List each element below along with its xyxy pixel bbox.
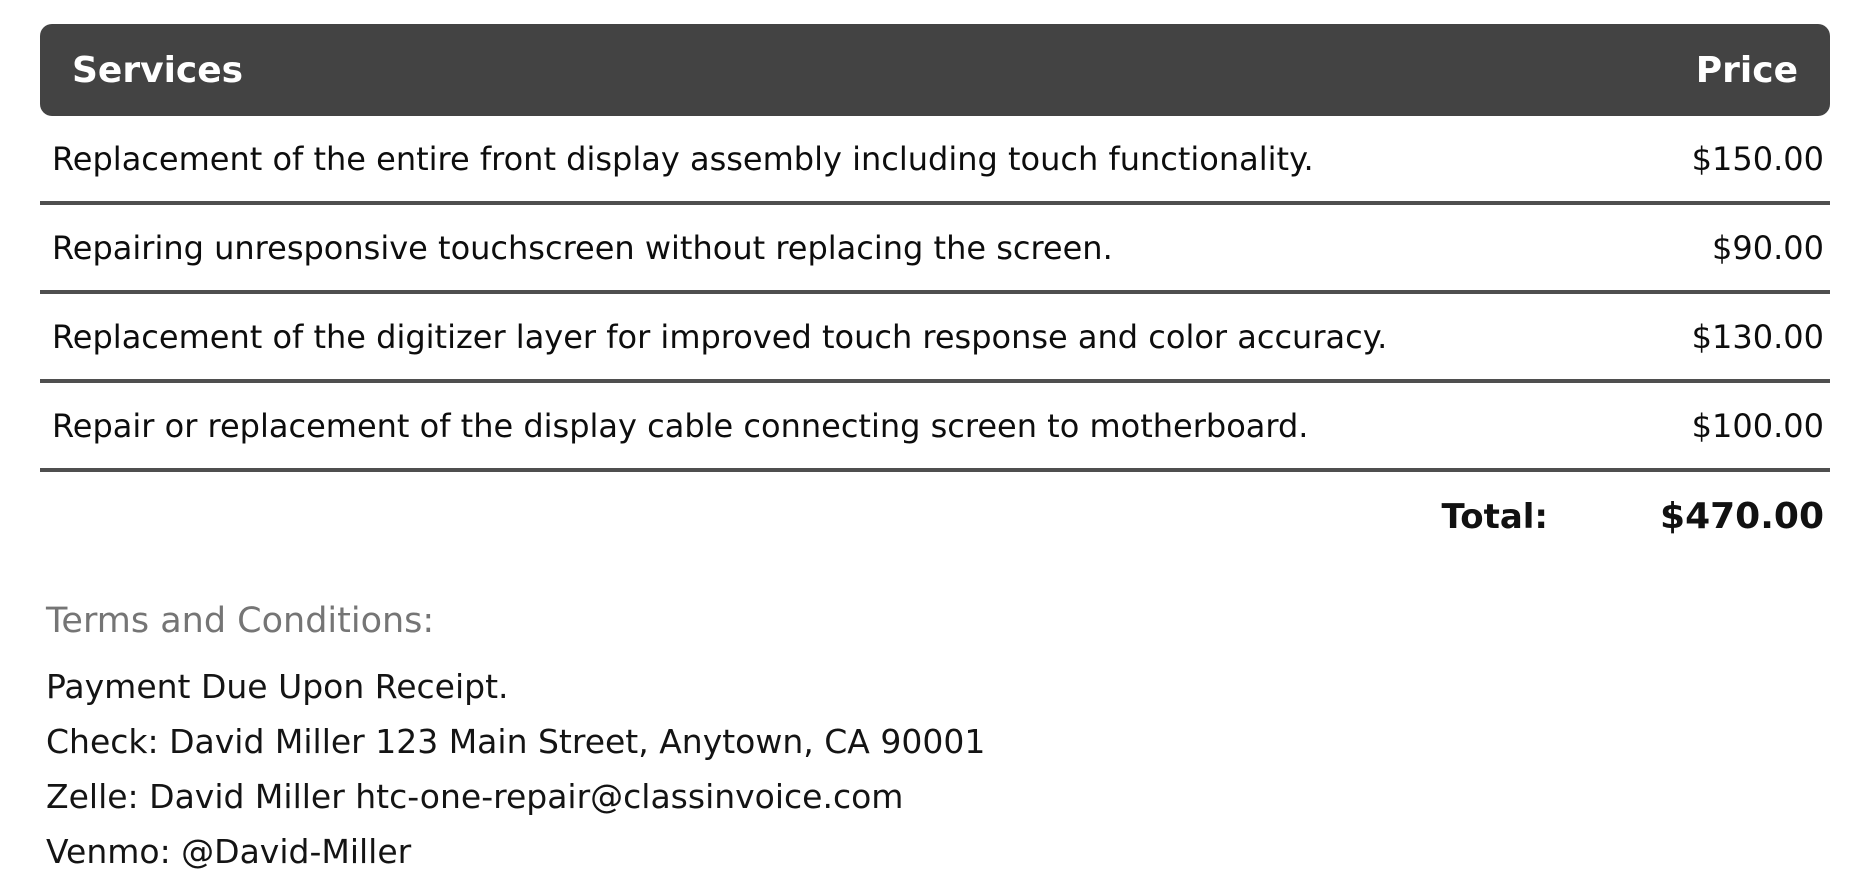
service-price: $100.00 <box>1691 406 1824 445</box>
service-description: Replacement of the entire front display assembly including touch functionality. <box>52 139 1314 178</box>
table-row <box>40 294 1830 383</box>
service-price: $90.00 <box>1712 228 1824 267</box>
terms-line-check: Check: David Miller 123 Main Street, Anytown, CA 90001 <box>46 722 986 761</box>
total-row <box>40 472 1830 537</box>
terms-line-payment: Payment Due Upon Receipt. <box>46 667 509 706</box>
total-value: $470.00 <box>1660 496 1824 537</box>
service-price: $130.00 <box>1691 317 1824 356</box>
terms-section <box>40 601 1830 870</box>
service-description: Replacement of the digitizer layer for improved touch response and color accuracy. <box>52 317 1388 356</box>
table-row <box>40 383 1830 472</box>
service-price: $150.00 <box>1691 139 1824 178</box>
terms-heading: Terms and Conditions: <box>46 601 435 641</box>
service-description: Repairing unresponsive touchscreen without replacing the screen. <box>52 228 1113 267</box>
service-description: Repair or replacement of the display cable connecting screen to motherboard. <box>52 406 1309 445</box>
terms-line-venmo: Venmo: @David-Miller <box>46 832 412 870</box>
table-header <box>40 24 1830 116</box>
terms-line-zelle: Zelle: David Miller htc-one-repair@classinvoice.com <box>46 777 904 816</box>
services-column-header: Services <box>72 49 244 91</box>
services-table <box>40 24 1830 537</box>
table-row <box>40 205 1830 294</box>
price-column-header: Price <box>1695 49 1798 91</box>
total-label: Total: <box>1441 496 1549 537</box>
table-row <box>40 116 1830 205</box>
